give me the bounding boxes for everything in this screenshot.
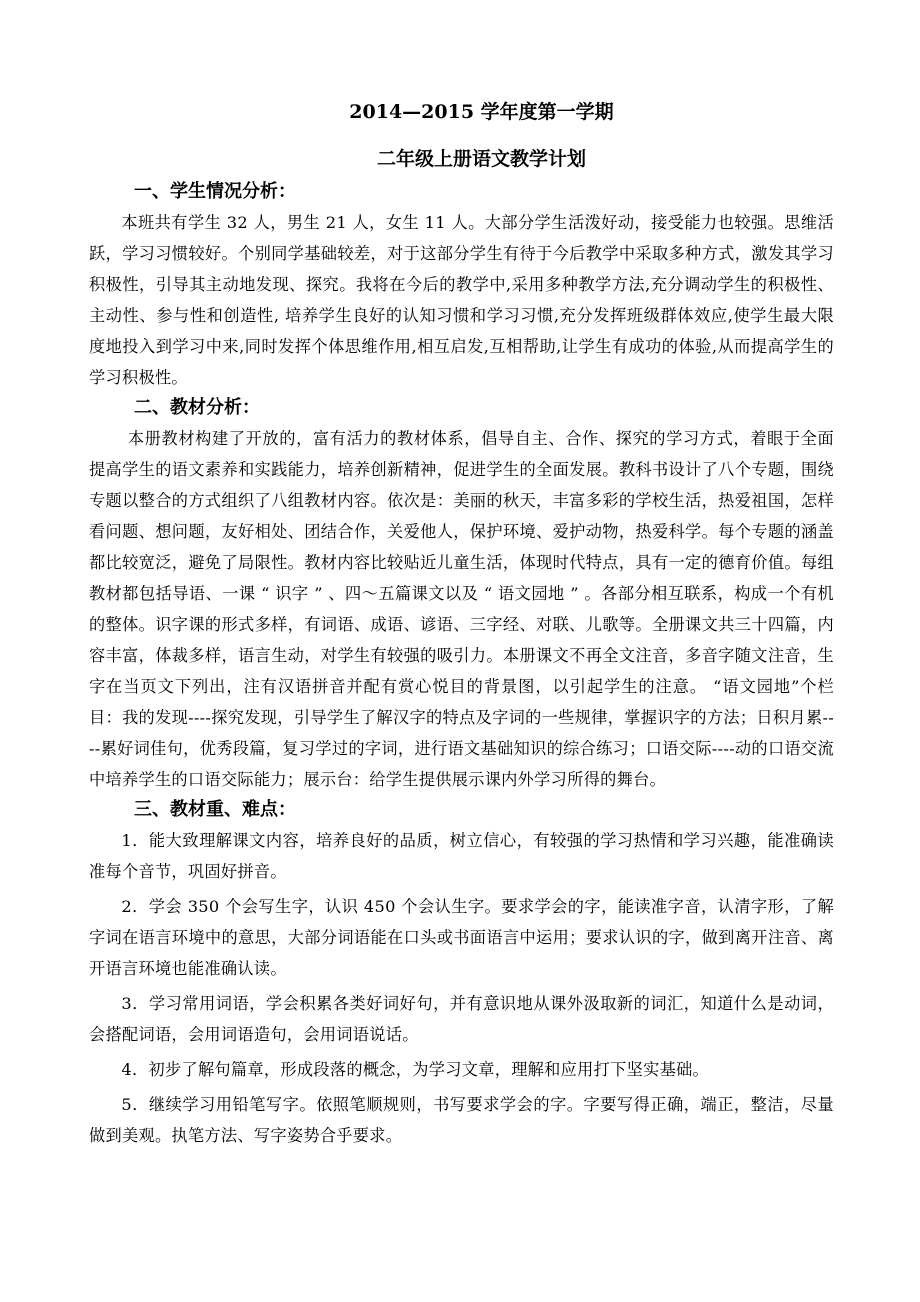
- document-title-year: 2014—2015 学年度第一学期: [349, 101, 614, 123]
- section-heading-student-analysis: 一、学生情况分析：: [134, 181, 296, 202]
- list-item: 1．能大致理解课文内容，培养良好的品质，树立信心，有较强的学习热情和学习兴趣，能准确读准每个音节，巩固好拼音。: [89, 831, 834, 881]
- section-paragraph: 本班共有学生 32 人，男生 21 人，女生 11 人。大部分学生活泼好动，接受能力也较强。思维活跃，学习习惯较好。个别同学基础较差，对于这部分学生有待于今后教学中采取多种方式，激发其学习积极性，引导其主动地发现、探究。我将在今后的教学中,采用多种教学方法,充分调动学生的积极性、主动性、参与性和创造性, 培养学生良好的认知习惯和学习习惯,充分发挥班级群体效应,使学生最大限度地投入到学习中来,同时发挥个体思维作用,相互启发,互相帮助,让学生有成功的体验,从而提高学生的学习积极性。: [89, 213, 834, 387]
- list-item: 2．学会 350 个会写生字，认识 450 个会认生字。要求学会的字，能读准字音，认清字形，了解字词在语言环境中的意思，大部分词语能在口头或书面语言中运用；要求认识的字，做到离开注音、离开语言环境也能准确认读。: [89, 897, 834, 978]
- list-item: 4．初步了解句篇章，形成段落的概念，为学习文章，理解和应用打下坚实基础。: [121, 1060, 710, 1079]
- section-paragraph: 本册教材构建了开放的，富有活力的教材体系，倡导自主、合作、探究的学习方式，着眼于全面提高学生的语文素养和实践能力，培养创新精神，促进学生的全面发展。教科书设计了八个专题，围绕专题以整合的方式组织了八组教材内容。依次是：美丽的秋天，丰富多彩的学校生活，热爱祖国，怎样看问题、想问题，友好相处、团结合作，关爱他人，保护环境、爱护动物，热爱科学。每个专题的涵盖都比较宽泛，避免了局限性。教材内容比较贴近儿童生活，体现时代特点，具有一定的德育价值。每组教材都包括导语、一课 “ 识字 ” 、四～五篇课文以及 “ 语文园地 ” 。各部分相互联系，构成一个有机的整体。识字课的形式多样，有词语、成语、谚语、三字经、对联、儿歌等。全册课文共三十四篇，内容丰富，体裁多样，语言生动，对学生有较强的吸引力。本册课文不再全文注音，多音字随文注音，生字在当页文下列出，注有汉语拼音并配有赏心悦目的背景图，以引起学生的注意。 “语文园地”个栏目：我的发现----探究发现，引导学生了解汉字的特点及字词的一些规律，掌握识字的方法；日积月累----累好词佳句，优秀段篇，复习学过的字词，进行语文基础知识的综合练习；口语交际----动的口语交流中培养学生的口语交际能力；展示台：给学生提供展示课内外学习所得的舞台。: [89, 429, 834, 789]
- list-item: 3．学习常用词语，学会积累各类好词好句，并有意识地从课外汲取新的词汇，知道什么是动词，会搭配词语，会用词语造句，会用词语说话。: [89, 994, 834, 1044]
- section-heading-key-points: 三、教材重、难点：: [134, 799, 296, 820]
- document-title-subject: 二年级上册语文教学计划: [376, 148, 586, 170]
- list-item: 5．继续学习用铅笔写字。依照笔顺规则，书写要求学会的字。字要写得正确，端正，整洁，尽量做到美观。执笔方法、写字姿势合乎要求。: [89, 1095, 834, 1145]
- section-heading-textbook-analysis: 二、教材分析：: [134, 397, 260, 418]
